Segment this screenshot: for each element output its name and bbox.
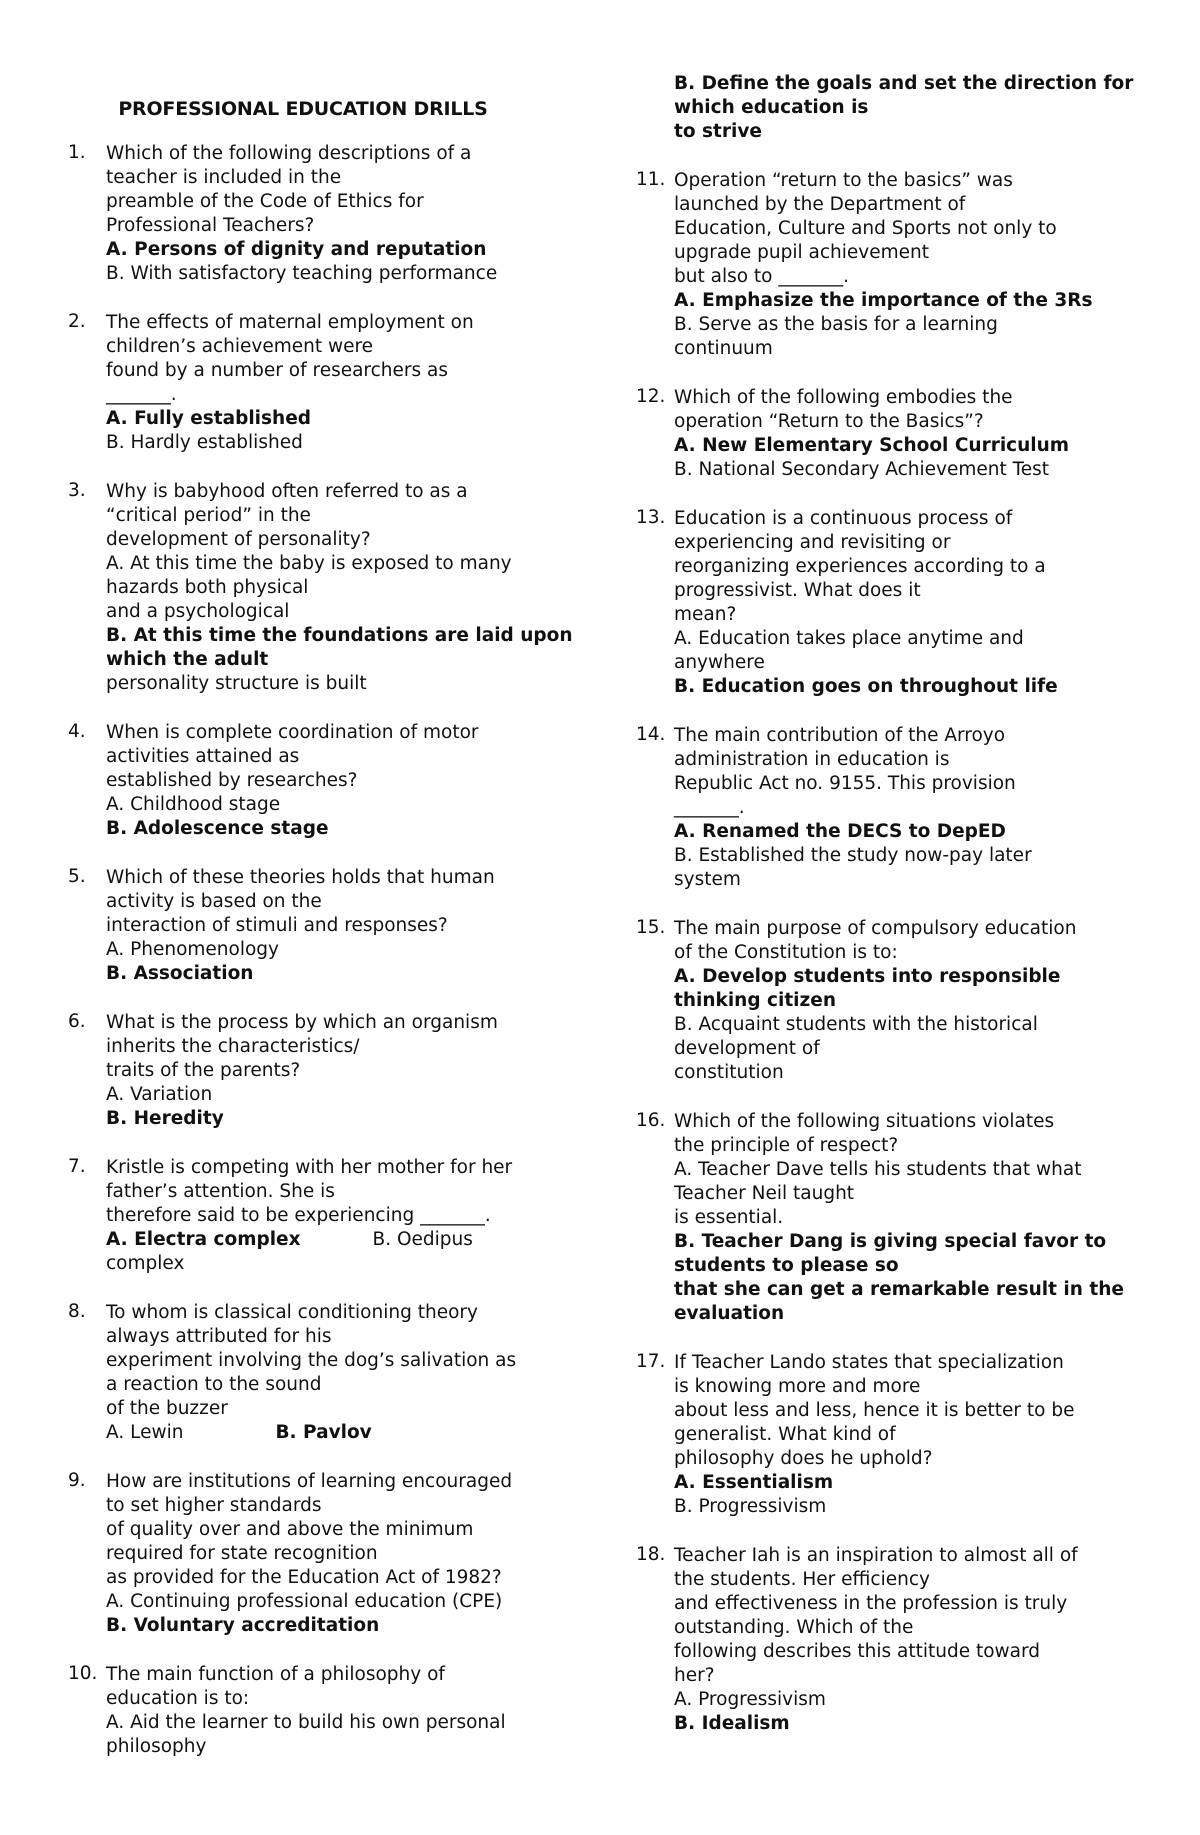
answer-option-b: B. Define the goals and set the direction for: [674, 73, 1134, 94]
answer-option-a: anywhere: [674, 652, 765, 673]
answer-option-b: which the adult: [106, 649, 269, 670]
question-text: of the Constitution is to:: [674, 942, 898, 963]
answer-option-a: A. At this time the baby is exposed to many: [106, 553, 512, 574]
question-number: 9.: [68, 1470, 86, 1491]
answer-option-b: development of: [674, 1038, 820, 1059]
question-text: “critical period” in the: [106, 505, 311, 526]
answer-option-a: A. New Elementary School Curriculum: [674, 435, 1070, 456]
question-text: launched by the Department of: [674, 194, 966, 215]
answer-option-b: system: [674, 869, 741, 890]
question-text: established by researches?: [106, 770, 358, 791]
question-text: How are institutions of learning encouraged: [106, 1471, 513, 1492]
question-text: generalist. What kind of: [674, 1424, 896, 1445]
answer-option-b: complex: [106, 1253, 185, 1274]
question-text: to set higher standards: [106, 1495, 322, 1516]
answer-option-b: which education is: [674, 97, 869, 118]
question-number: 16.: [636, 1110, 666, 1131]
question-number: 13.: [636, 507, 666, 528]
answer-option-b: B. Serve as the basis for a learning: [674, 314, 998, 335]
question-text: Which of the following descriptions of a: [106, 143, 472, 164]
left-column: [68, 0, 573, 1784]
question-text: about less and less, hence it is better to be: [674, 1400, 1075, 1421]
question-14: [636, 724, 1106, 892]
answer-option-a: and a psychological: [106, 601, 290, 622]
answer-option-b: personality structure is built: [106, 673, 367, 694]
question-text: following describes this attitude toward: [674, 1641, 1041, 1662]
question-text: operation “Return to the Basics”?: [674, 411, 984, 432]
answer-option-b: B. At this time the foundations are laid upon: [106, 625, 573, 646]
question-18: [636, 1544, 1106, 1736]
question-number: 1.: [68, 142, 86, 163]
question-text: the students. Her efficiency: [674, 1569, 930, 1590]
question-12: [636, 386, 1106, 482]
answer-option-b: B. Hardly established: [106, 432, 303, 453]
answer-option-a: A. Persons of dignity and reputation: [106, 239, 487, 260]
question-number: 18.: [636, 1544, 666, 1565]
answer-option-b: that she can get a remarkable result in the: [674, 1279, 1124, 1300]
question-text: activities attained as: [106, 746, 300, 767]
answer-option-b: B. Pavlov: [275, 1422, 372, 1443]
question-text: development of personality?: [106, 529, 371, 550]
question-number: 5.: [68, 866, 86, 887]
question-text: preamble of the Code of Ethics for: [106, 191, 424, 212]
question-text: The effects of maternal employment on: [106, 312, 474, 333]
answer-option-a: A. Progressivism: [674, 1689, 826, 1710]
question-text: teacher is included in the: [106, 167, 342, 188]
answer-option-b: B. Acquaint students with the historical: [674, 1014, 1038, 1035]
answer-option-a: hazards both physical: [106, 577, 309, 598]
question-number: 3.: [68, 480, 86, 501]
answer-option-a: A. Fully established: [106, 408, 311, 429]
question-text: The main function of a philosophy of: [106, 1664, 445, 1685]
question-text: To whom is classical conditioning theory: [106, 1302, 478, 1323]
question-text: found by a number of researchers as: [106, 360, 449, 381]
answer-option-b: constitution: [674, 1062, 784, 1083]
answer-option-b: to strive: [674, 121, 762, 142]
answer-option-b: B. Progressivism: [674, 1496, 827, 1517]
answer-option-a: A. Essentialism: [674, 1472, 834, 1493]
question-7: [68, 1156, 538, 1276]
answer-option-a: is essential.: [674, 1207, 784, 1228]
question-text: therefore said to be experiencing _______.: [106, 1205, 491, 1226]
question-text: _______.: [106, 384, 177, 405]
question-text: Kristle is competing with her mother for her: [106, 1157, 513, 1178]
question-number: 10.: [68, 1663, 98, 1684]
answer-option-a: A. Lewin: [106, 1422, 184, 1443]
question-16: [636, 1110, 1124, 1326]
question-10: [68, 1663, 538, 1759]
question-text: administration in education is: [674, 749, 950, 770]
question-text: Republic Act no. 9155. This provision: [674, 773, 1016, 794]
answer-option-b: B. Education goes on throughout life: [674, 676, 1058, 697]
question-text: always attributed for his: [106, 1326, 332, 1347]
answer-option-a: A. Continuing professional education (CPE): [106, 1591, 503, 1612]
question-text: children’s achievement were: [106, 336, 374, 357]
answer-option-a: A. Develop students into responsible: [674, 966, 1061, 987]
answer-option-b: continuum: [674, 338, 773, 359]
question-text: Education, Culture and Sports not only to: [674, 218, 1057, 239]
answer-option-a: A. Childhood stage: [106, 794, 281, 815]
question-text: Which of the following embodies the: [674, 387, 1013, 408]
answer-option-a: A. Variation: [106, 1084, 213, 1105]
question-text: experiment involving the dog’s salivation as: [106, 1350, 517, 1371]
question-text: is knowing more and more: [674, 1376, 921, 1397]
question-text: interaction of stimuli and responses?: [106, 915, 448, 936]
answer-option-b: B. Idealism: [674, 1713, 790, 1734]
question-number: 14.: [636, 724, 666, 745]
question-text: a reaction to the sound: [106, 1374, 322, 1395]
question-number: 12.: [636, 386, 666, 407]
question-number: 11.: [636, 169, 666, 190]
question-number: 15.: [636, 917, 666, 938]
answer-option-b: B. Established the study now-pay later: [674, 845, 1032, 866]
question-text: upgrade pupil achievement: [674, 242, 929, 263]
question-text: of the buzzer: [106, 1398, 228, 1419]
question-text: _______.: [674, 797, 745, 818]
question-text: experiencing and revisiting or: [674, 532, 951, 553]
question-text: The main contribution of the Arroyo: [674, 725, 1006, 746]
question-text: If Teacher Lando states that specialization: [674, 1352, 1064, 1373]
question-text: Professional Teachers?: [106, 215, 315, 236]
question-text: as provided for the Education Act of 1982?: [106, 1567, 502, 1588]
question-15: [636, 917, 1106, 1085]
question-4: [68, 721, 538, 841]
question-text: activity is based on the: [106, 891, 322, 912]
question-number: 8.: [68, 1301, 86, 1322]
question-11: [636, 169, 1106, 361]
question-8: [68, 1301, 538, 1445]
page-title: PROFESSIONAL EDUCATION DRILLS: [118, 98, 488, 120]
question-text: traits of the parents?: [106, 1060, 301, 1081]
question-17: [636, 1351, 1106, 1519]
question-text: inherits the characteristics/: [106, 1036, 360, 1057]
right-column: [636, 0, 1134, 1761]
question-text: required for state recognition: [106, 1543, 378, 1564]
question-text: Which of the following situations violates: [674, 1111, 1055, 1132]
answer-option-a: A. Aid the learner to build his own personal: [106, 1712, 506, 1733]
question-text: of quality over and above the minimum: [106, 1519, 474, 1540]
answer-option-a: Teacher Neil taught: [674, 1183, 855, 1204]
answer-option-b: B. Heredity: [106, 1108, 224, 1129]
question-text: outstanding. Which of the: [674, 1617, 914, 1638]
answer-option-b: B. Voluntary accreditation: [106, 1615, 380, 1636]
question-text: Teacher Iah is an inspiration to almost all of: [674, 1545, 1078, 1566]
answer-option-b: B. National Secondary Achievement Test: [674, 459, 1050, 480]
answer-option-b: B. With satisfactory teaching performance: [106, 263, 498, 284]
question-text: reorganizing experiences according to a: [674, 556, 1046, 577]
answer-option-a: thinking citizen: [674, 990, 837, 1011]
answer-option-a: A. Education takes place anytime and: [674, 628, 1024, 649]
answer-option-b: B. Teacher Dang is giving special favor to: [674, 1231, 1107, 1252]
answer-option-a: A. Phenomenology: [106, 939, 279, 960]
question-text: but also to _______.: [674, 266, 850, 287]
answer-option-a: A. Emphasize the importance of the 3Rs: [674, 290, 1093, 311]
question-text: When is complete coordination of motor: [106, 722, 479, 743]
question-text: progressivist. What does it: [674, 580, 921, 601]
question-text: What is the process by which an organism: [106, 1012, 498, 1033]
question-text: Operation “return to the basics” was: [674, 170, 1013, 191]
question-text: mean?: [674, 604, 737, 625]
answer-option-a: A. Electra complex: [106, 1229, 301, 1250]
question-text: Why is babyhood often referred to as a: [106, 481, 468, 502]
question-6: [68, 1011, 538, 1131]
question-text: and effectiveness in the profession is truly: [674, 1593, 1068, 1614]
question-3: [68, 480, 573, 696]
answer-option-a: A. Teacher Dave tells his students that what: [674, 1159, 1082, 1180]
question-number: 17.: [636, 1351, 666, 1372]
question-number: 6.: [68, 1011, 86, 1032]
question-text: The main purpose of compulsory education: [674, 918, 1077, 939]
answer-option-a: A. Renamed the DECS to DepED: [674, 821, 1006, 842]
question-9: [68, 1470, 538, 1638]
question-text: her?: [674, 1665, 715, 1686]
question-5: [68, 866, 538, 986]
question-text: education is to:: [106, 1688, 250, 1709]
question-text: father’s attention. She is: [106, 1181, 335, 1202]
question-1: [68, 142, 538, 286]
question-2: [68, 311, 538, 455]
answer-option-b: B. Oedipus: [372, 1229, 473, 1250]
answer-option-b: B. Association: [106, 963, 254, 984]
question-10-continued: [636, 72, 1134, 144]
question-text: philosophy does he uphold?: [674, 1448, 933, 1469]
question-text: the principle of respect?: [674, 1135, 899, 1156]
question-text: Education is a continuous process of: [674, 508, 1013, 529]
answer-option-b: B. Adolescence stage: [106, 818, 329, 839]
answer-option-b: students to please so: [674, 1255, 899, 1276]
question-13: [636, 507, 1106, 699]
question-text: Which of these theories holds that human: [106, 867, 495, 888]
answer-option-a: philosophy: [106, 1736, 207, 1757]
answer-option-b: evaluation: [674, 1303, 785, 1324]
question-number: 7.: [68, 1156, 86, 1177]
question-number: 2.: [68, 311, 86, 332]
question-number: 4.: [68, 721, 86, 742]
